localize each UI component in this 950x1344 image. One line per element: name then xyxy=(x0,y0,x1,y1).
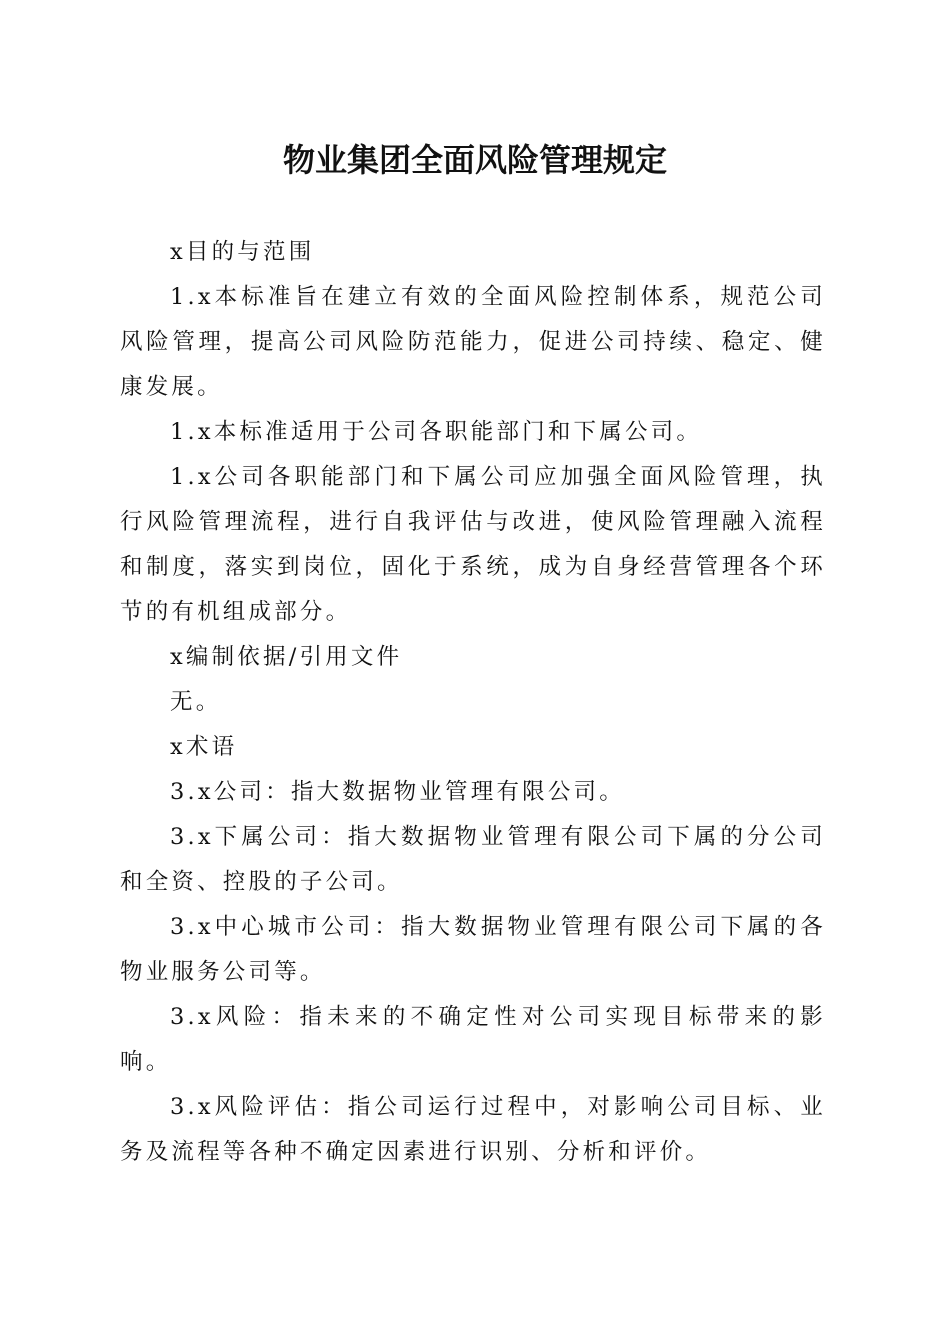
document-title: 物业集团全面风险管理规定 xyxy=(282,141,667,179)
section-heading-purpose-scope: x目的与范围 xyxy=(170,239,315,265)
paragraph-3-5: 3.x风险评估：指公司运行过程中，对影响公司目标、业务及流程等各种不确定因素进行识别、分析和评价。 xyxy=(120,1094,826,1165)
paragraph-1-1: 1.x本标准旨在建立有效的全面风险控制体系，规范公司风险管理，提高公司风险防范能力，促进公司持续、稳定、健康发展。 xyxy=(120,284,826,400)
paragraph-1-3: 1.x公司各职能部门和下属公司应加强全面风险管理，执行风险管理流程，进行自我评估与改进，使风险管理融入流程和制度，落实到岗位，固化于系统，成为自身经营管理各个环节的有机组成部分。 xyxy=(120,464,826,625)
paragraph-3-2: 3.x下属公司：指大数据物业管理有限公司下属的分公司和全资、控股的子公司。 xyxy=(120,824,826,895)
paragraph-none: 无。 xyxy=(170,689,222,715)
paragraph-1-2: 1.x本标准适用于公司各职能部门和下属公司。 xyxy=(170,419,703,445)
document-body xyxy=(120,230,826,1175)
section-heading-references: x编制依据/引用文件 xyxy=(170,644,403,670)
section-heading-terms: x术语 xyxy=(170,734,238,760)
paragraph-3-4: 3.x风险：指未来的不确定性对公司实现目标带来的影响。 xyxy=(120,1004,826,1075)
paragraph-3-1: 3.x公司：指大数据物业管理有限公司。 xyxy=(170,779,625,805)
paragraph-3-3: 3.x中心城市公司：指大数据物业管理有限公司下属的各物业服务公司等。 xyxy=(120,914,826,985)
